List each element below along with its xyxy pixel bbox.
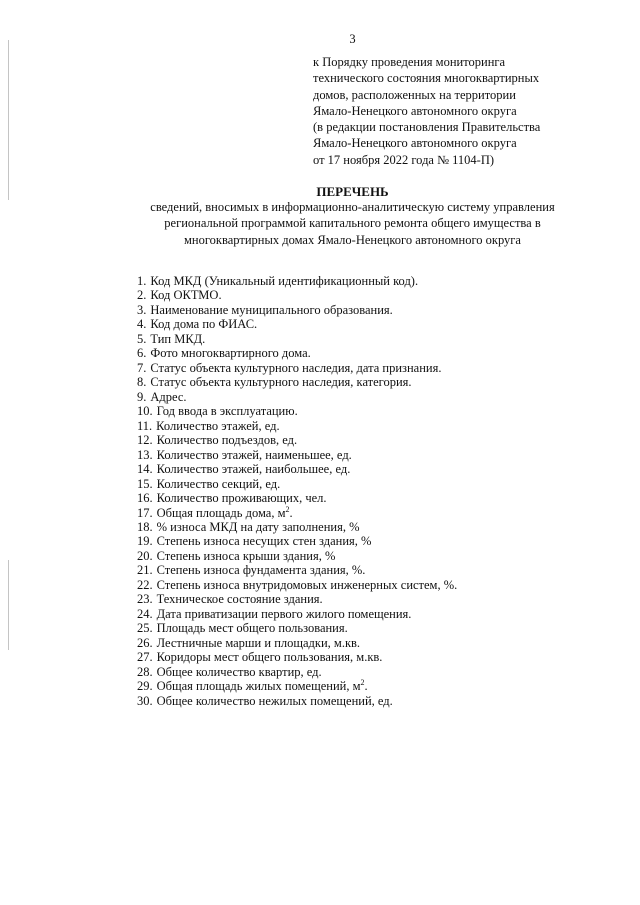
list-item [137,274,457,288]
list-item-suffix: . [289,505,293,520]
list-item-text: Количество подъездов, ед. [156,433,298,448]
list-item [137,462,457,476]
list-item [137,419,457,433]
superscript: 2 [360,678,365,688]
subtitle-line: сведений, вносимых в информационно-аналитическую систему управления [150,200,555,214]
list-item [137,607,457,621]
list-item [137,375,457,389]
list-item [137,288,457,302]
list-item [137,477,457,491]
page-number: 3 [349,32,356,46]
list-item-text: Адрес. [150,389,187,404]
list-item-text: Дата приватизации первого жилого помещения. [156,606,412,621]
list-item-text: Площадь мест общего пользования. [156,621,348,636]
list-item-number: 28. [137,664,153,679]
list-item [137,679,457,693]
document-title: ПЕРЕЧЕНЬ [316,184,389,199]
list-item-number: 8. [137,375,147,390]
list-item-number: 29. [137,679,153,694]
approval-line: Ямало-Ненецкого автономного округа [313,136,517,151]
list-item-number: 4. [137,317,147,332]
list-item-number: 12. [137,433,153,448]
list-item-number: 22. [137,577,153,592]
approval-line: от 17 ноября 2022 года № 1104-П) [313,152,495,167]
list-item-text: Количество этажей, ед. [156,418,280,433]
list-item-number: 18. [137,519,153,534]
list-item-number: 30. [137,693,153,708]
list-item-number: 14. [137,462,153,477]
list-item-number: 16. [137,491,153,506]
list-item-number: 10. [137,404,153,419]
list-item-suffix: . [364,679,368,694]
list-item [137,433,457,447]
approval-line: Ямало-Ненецкого автономного округа [313,103,517,118]
list-item-text: Степень износа внутридомовых инженерных систем, %. [156,577,458,592]
items-list [137,274,457,708]
list-item [137,404,457,418]
list-item [137,491,457,505]
scan-edge-mark [8,40,9,200]
list-item [137,317,457,331]
list-item-text: Наименование муниципального образования. [150,302,393,317]
list-item-text: Тип МКД. [150,331,206,346]
list-item [137,520,457,534]
list-item-number: 24. [137,606,153,621]
list-item [137,303,457,317]
list-item [137,332,457,346]
list-item-number: 3. [137,302,147,317]
list-item-number: 13. [137,447,153,462]
list-item-text: Общая площадь жилых помещений, м [156,679,361,694]
list-item [137,506,457,520]
list-item-number: 25. [137,621,153,636]
list-item-text: Степень износа несущих стен здания, % [156,534,372,549]
list-item [137,621,457,635]
list-item-number: 2. [137,288,147,303]
subtitle-line: региональной программой капитального ремонта общего имущества в [164,216,541,231]
list-item-text: Код МКД (Уникальный идентификационный код). [150,274,419,288]
list-item-number: 17. [137,505,153,520]
list-item-number: 26. [137,635,153,650]
list-item-text: Количество этажей, наименьшее, ед. [156,447,352,462]
list-item-text: Код дома по ФИАС. [150,317,258,332]
list-item-text: Общее количество квартир, ед. [156,664,322,679]
list-item-text: Общее количество нежилых помещений, ед. [156,693,393,708]
list-item-text: Код ОКТМО. [150,288,222,303]
list-item-number: 9. [137,389,147,404]
list-item-number: 1. [137,274,147,288]
list-item-text: Статус объекта культурного наследия, категория. [150,375,412,390]
list-item-number: 27. [137,650,153,665]
list-item [137,549,457,563]
list-item-text: Коридоры мест общего пользования, м.кв. [156,650,383,665]
approval-block [313,54,613,168]
list-item-text: Статус объекта культурного наследия, дата признания. [150,360,442,375]
list-item-text: Степень износа крыши здания, % [156,548,336,563]
list-item [137,361,457,375]
approval-line: (в редакции постановления Правительства [313,120,541,135]
list-item-number: 5. [137,331,147,346]
list-item-text: Степень износа фундамента здания, %. [156,563,366,578]
list-item-text: Фото многоквартирного дома. [150,346,311,361]
list-item-number: 23. [137,592,153,607]
scan-edge-mark [8,560,9,650]
list-item [137,390,457,404]
list-item [137,578,457,592]
subtitle-line: многоквартирных домах Ямало-Ненецкого автономного округа [184,232,521,247]
approval-line: технического состояния многоквартирных [313,71,540,86]
list-item-number: 11. [137,418,153,433]
list-item-number: 20. [137,548,153,563]
list-item-number: 7. [137,360,147,375]
approval-line: к Порядку проведения мониторинга [313,55,506,69]
list-item [137,448,457,462]
list-item-number: 15. [137,476,153,491]
list-item-number: 21. [137,563,153,578]
list-item [137,346,457,360]
list-item-text: Год ввода в эксплуатацию. [156,404,298,419]
list-item [137,534,457,548]
list-item-text: Общая площадь дома, м [156,505,286,520]
list-item-text: Количество проживающих, чел. [156,491,327,506]
list-item [137,563,457,577]
list-item [137,694,457,708]
list-item [137,650,457,664]
list-item-number: 6. [137,346,147,361]
list-item-text: Лестничные марши и площадки, м.кв. [156,635,361,650]
document-subtitle [0,199,640,248]
list-item-text: Количество секций, ед. [156,476,281,491]
list-item [137,592,457,606]
list-item [137,665,457,679]
list-item-number: 19. [137,534,153,549]
list-item-text: Техническое состояние здания. [156,592,323,607]
list-item-text: % износа МКД на дату заполнения, % [156,519,360,534]
list-item-text: Количество этажей, наибольшее, ед. [156,462,351,477]
superscript: 2 [285,504,290,514]
approval-line: домов, расположенных на территории [313,87,516,102]
list-item [137,636,457,650]
